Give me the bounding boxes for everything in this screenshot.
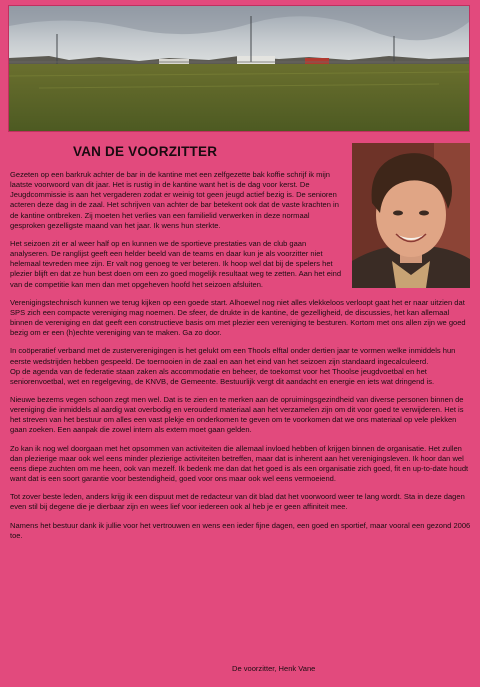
paragraph-association: Verenigingstechnisch kunnen we terug kijken op een goede start. Alhoewel nog niet alles vlekkeloos verloopt gaat het er naar uitzien dat SPS zich een compacte vereniging mag noemen. De sfeer, de drukte in de kantine, de gezelligheid, de discussies, het kan allemaal binnen de vereniging en dat geeft een constructieve basis om met plezier een vereniging te besturen. Kortom met ons allen zijn we goed bezig om er een (h)echte vereniging van te maken. Ga zo door.	[10, 297, 466, 338]
paragraph-intro: Gezeten op een barkruk achter de bar in de kantine met een zelfgezette bak koffie schrijf ik mijn laatste voorwoord van dit jaar. Het is rustig in de kantine want het is de dag voor kerst. De Jeugdcommissie is aan het vergaderen zodat er weinig tot geen jeugd actief bezig is. De senioren acteren deze dag in de zaal. Het schrijven van achter de bar betekent ook dat de vaste krachten in de kantine ontbreken. Zij moeten het verlies van een familielid verwerken in deze normaal gesproken gezelligste maand van het jaar. Ik wens hun sterkte.	[10, 170, 339, 230]
paragraph-activities: Zo kan ik nog wel doorgaan met het opsommen van activiteiten die allemaal invloed hebben of krijgen binnen de organisatie. Het zullen dan plezierige maar ook wel eens minder plezierige activiteiten betreffen, maar dat is inherent aan het verenigingsleven. Ik hoor dan wel eens diepe zuchten om me heen, ook van mezelf. Ik bedenk me dan dat het goed is als een organisatie zich goed, fit en up-to-date houdt want dat is een soort garantie voor bestendigheid, goed voor ons maar ook wel eens vermoeiend.	[10, 443, 469, 484]
paragraph-season: Het seizoen zit er al weer half op en kunnen we de sportieve prestaties van de club gaan analyseren. De ranglijst geeft een helder beeld van de teams en daar kun je als voorzitter niet helemaal tevreden mee zijn. Er valt nog genoeg te ver beteren. Ik hoop wel dat bij de spelers het plezier blijft en dat ze hun best doen om een zo goed mogelijk resultaat weg te zetten. Aan het eind van de competitie kan men dan met opgeheven hoofd het seizoen afsluiten.	[10, 238, 342, 289]
header-photo-football-field	[8, 5, 470, 132]
signature: De voorzitter, Henk Vane	[232, 664, 316, 673]
paragraph-closing: Tot zover beste leden, anders krijg ik een dispuut met de redacteur van dit blad dat het voorwoord weer te lang wordt. Sta in deze dagen even stil bij degene die je dierbaar zijn en wees lief voor iedereen ook al heb je er geen affiniteit mee.	[10, 492, 465, 512]
article-title: VAN DE VOORZITTER	[73, 144, 218, 159]
paragraph-new-brooms: Nieuwe bezems vegen schoon zegt men wel. Dat is te zien en te merken aan de opruimingsgezindheid van diverse personen binnen de vereniging die inmiddels al aardig wat overbodig en verouderd materiaal aan het verzamelen zijn om dit voor goed te verwijderen. Het is het streven van het bestuur om alles een vast plekje en onderkomen te geven om te voorkomen dat we ons materiaal op vele plekken gaan zoeken. Een aanpak die zowel intern als extern moet gaan gelden.	[10, 394, 464, 435]
article-body	[10, 170, 472, 549]
paragraph-cooperation: In coöperatief verband met de zusterverenigingen is het gelukt om een Thools elftal onder dertien jaar te vormen welke inmiddels hun eerste wedstrijden hebben gespeeld. De toernooien in de zaal en aan het eind van het seizoen zijn standaard ingecalculeerd. Op de agenda van de federatie staan zaken als accommodatie en beheer, de toekomst voor het Thoolse jeugdvoetbal en het seniorenvoetbal, wet en regelgeving, de KNVB, de Gemeente. Bestuurlijk vergt dit aandacht en energie en iets wat dringend is.	[10, 346, 456, 386]
paragraph-wishes: Namens het bestuur dank ik jullie voor het vertrouwen en wens een ieder fijne dagen, een goed en sportief, maar vooral een gezond 2006 toe.	[10, 520, 471, 540]
